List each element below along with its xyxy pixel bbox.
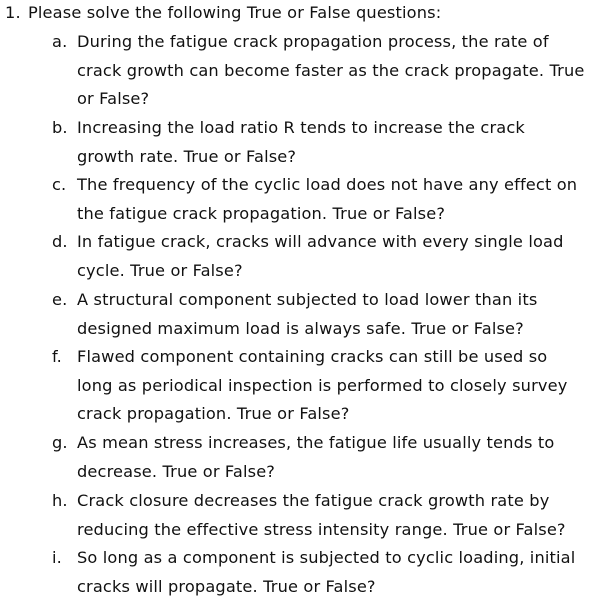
item-text-line: crack growth can become faster as the crack propagate. True <box>77 60 585 80</box>
item-letter: g. <box>52 433 68 452</box>
item-letter: e. <box>52 290 68 309</box>
list-item <box>52 114 608 171</box>
list-item <box>52 429 608 486</box>
item-letter: i. <box>52 548 62 567</box>
question-prompt: Please solve the following True or False questions: <box>28 3 442 22</box>
item-letter: d. <box>52 232 68 251</box>
item-text-line: the fatigue crack propagation. True or False? <box>77 203 446 223</box>
item-text-line: growth rate. True or False? <box>77 146 297 166</box>
item-text-line: So long as a component is subjected to cyclic loading, initial <box>77 548 576 567</box>
item-text-line: During the fatigue crack propagation process, the rate of <box>77 32 549 51</box>
item-text <box>77 429 608 486</box>
question-number: 1. <box>5 3 21 22</box>
list-item <box>52 228 608 285</box>
item-text <box>77 487 608 544</box>
list-item <box>52 286 608 343</box>
item-text <box>77 171 608 228</box>
item-text-line: cycle. True or False? <box>77 260 243 280</box>
item-text-line: As mean stress increases, the fatigue life usually tends to <box>77 433 555 452</box>
list-item <box>52 28 608 114</box>
list-item <box>52 544 608 601</box>
item-text-line: crack propagation. True or False? <box>77 404 350 424</box>
item-text-line: The frequency of the cyclic load does not have any effect on <box>77 175 578 194</box>
item-text-line: or False? <box>77 89 150 109</box>
item-letter: h. <box>52 491 68 510</box>
item-text <box>77 28 608 114</box>
item-text <box>77 544 608 601</box>
item-text <box>77 228 608 285</box>
item-text-line: designed maximum load is always safe. True or False? <box>77 318 524 338</box>
item-text-line: decrease. True or False? <box>77 461 276 481</box>
item-text-line: cracks will propagate. True or False? <box>77 576 376 596</box>
item-text <box>77 286 608 343</box>
item-letter: b. <box>52 118 68 137</box>
item-text-line: reducing the effective stress intensity range. True or False? <box>77 519 566 539</box>
item-text-line: Crack closure decreases the fatigue crack growth rate by <box>77 491 550 510</box>
item-letter: c. <box>52 175 67 194</box>
item-letter: a. <box>52 32 68 51</box>
item-text <box>77 343 608 429</box>
item-text-line: long as periodical inspection is performed to closely survey <box>77 375 568 395</box>
item-text-line: Flawed component containing cracks can still be used so <box>77 347 548 366</box>
item-letter: f. <box>52 347 62 366</box>
question-heading <box>5 1 441 25</box>
item-text <box>77 114 608 171</box>
item-text-line: A structural component subjected to load lower than its <box>77 290 538 309</box>
item-text-line: Increasing the load ratio R tends to increase the crack <box>77 118 525 137</box>
list-item <box>52 487 608 544</box>
item-text-line: In fatigue crack, cracks will advance with every single load <box>77 232 564 251</box>
list-item <box>52 171 608 228</box>
list-item <box>52 343 608 429</box>
